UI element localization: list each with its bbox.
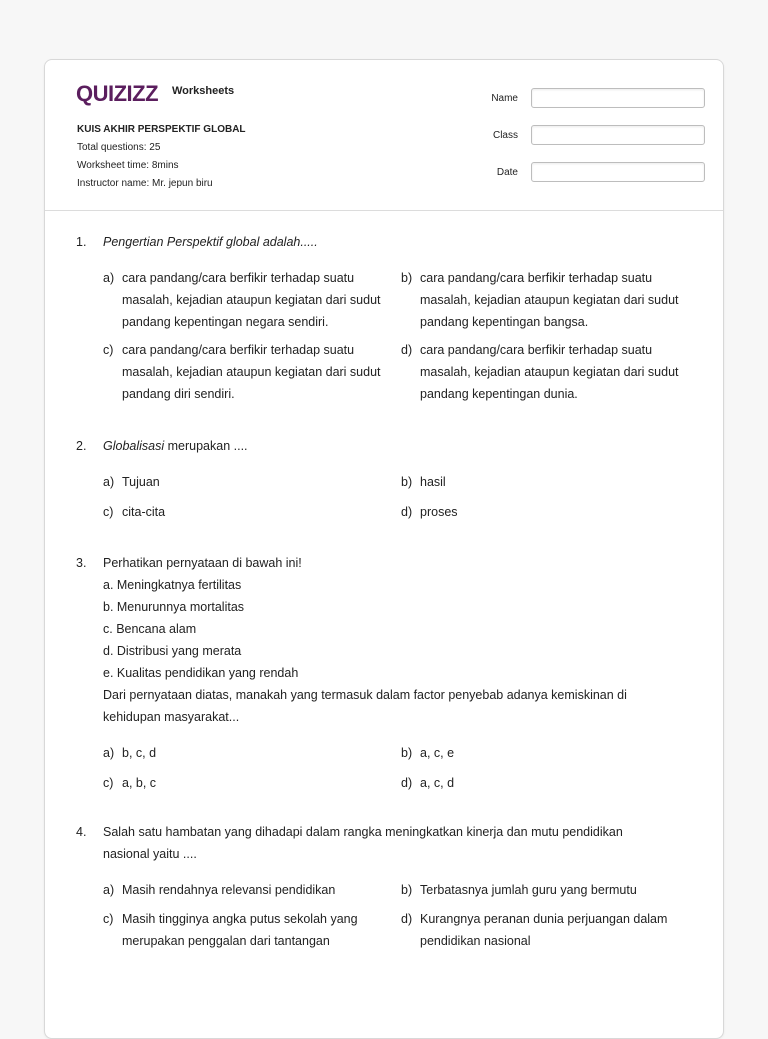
total-questions: Total questions: 25 [77, 142, 161, 153]
option-text: proses [420, 505, 458, 519]
option-c[interactable]: c) a, b, c [103, 772, 388, 794]
date-label: Date [496, 166, 518, 178]
option-text: cara pandang/cara berfikir terhadap suatu masalah, kejadian ataupun kegiatan dari sudut pandang kepentingan negara sendiri. [122, 271, 381, 329]
instructor-name: Instructor name: Mr. jepun biru [77, 178, 213, 189]
option-text: a, c, e [420, 746, 455, 760]
option-d[interactable]: d) proses [401, 501, 689, 523]
option-text: a, b, c [122, 776, 157, 790]
question-stem: Salah satu hambatan yang dihadapi dalam rangka meningkatkan kinerja dan mutu pendidikan nasional yaitu .... [103, 825, 623, 861]
option-a[interactable]: a) Tujuan [103, 471, 388, 493]
option-text: Tujuan [122, 475, 160, 489]
option-c[interactable]: c) cita-cita [103, 501, 388, 523]
question-2 [76, 435, 693, 519]
option-b[interactable]: b) cara pandang/cara berfikir terhadap suatu masalah, kejadian ataupun kegiatan dari sudut pandang kepentingan bangsa. [401, 267, 689, 333]
date-row [475, 161, 705, 183]
option-b[interactable]: b) Terbatasnya jumlah guru yang bermutu [401, 879, 689, 901]
worksheet-header [45, 60, 723, 211]
option-text: cita-cita [122, 505, 166, 519]
option-b[interactable]: b) a, c, e [401, 742, 689, 764]
option-text: cara pandang/cara berfikir terhadap suatu masalah, kejadian ataupun kegiatan dari sudut pandang kepentingan bangsa. [420, 271, 679, 329]
name-field[interactable] [531, 88, 705, 108]
name-label: Name [491, 92, 518, 104]
name-row [475, 87, 705, 109]
option-d[interactable]: d) cara pandang/cara berfikir terhadap suatu masalah, kejadian ataupun kegiatan dari sudut pandang kepentingan dunia. [401, 339, 689, 405]
class-label: Class [492, 129, 518, 141]
option-text: Terbatasnya jumlah guru yang bermutu [420, 883, 637, 897]
option-text: a, c, d [420, 776, 455, 790]
svg-text:QUIZIZZ: QUIZIZZ [76, 81, 159, 106]
date-field[interactable] [531, 162, 705, 182]
student-fields [475, 87, 705, 198]
class-field[interactable] [531, 125, 705, 145]
question-4 [76, 821, 693, 948]
question-stem: Globalisasi merupakan .... [103, 439, 248, 453]
question-stem: Pengertian Perspektif global adalah..... [103, 235, 318, 249]
option-d[interactable]: d) Kurangnya peranan dunia perjuangan dalam pendidikan nasional [401, 908, 689, 952]
option-text: cara pandang/cara berfikir terhadap suatu masalah, kejadian ataupun kegiatan dari sudut pandang diri sendiri. [122, 343, 381, 401]
quiz-title: KUIS AKHIR PERSPEKTIF GLOBAL [77, 124, 246, 135]
option-a[interactable]: a) Masih rendahnya relevansi pendidikan [103, 879, 388, 901]
question-number: 2. [76, 439, 87, 453]
class-row [475, 124, 705, 146]
worksheet-page [44, 59, 724, 1039]
brand-logo [76, 80, 234, 106]
brand-tagline: Worksheets [172, 85, 235, 97]
question-number: 4. [76, 825, 87, 839]
worksheet-time: Worksheet time: 8mins [77, 160, 179, 171]
option-c[interactable]: c) Masih tingginya angka putus sekolah yang merupakan penggalan dari tantangan [103, 908, 388, 952]
option-text: hasil [420, 475, 446, 489]
option-d[interactable]: d) a, c, d [401, 772, 689, 794]
question-3 [76, 552, 693, 790]
option-text: cara pandang/cara berfikir terhadap suatu masalah, kejadian ataupun kegiatan dari sudut pandang kepentingan dunia. [420, 343, 679, 401]
option-text: b, c, d [122, 746, 157, 760]
option-c[interactable]: c) cara pandang/cara berfikir terhadap suatu masalah, kejadian ataupun kegiatan dari sudut pandang diri sendiri. [103, 339, 388, 405]
question-stem: Perhatikan pernyataan di bawah ini! a. Meningkatnya fertilitas b. Menurunnya mortalitas c. Bencana alam d. Distribusi yang merata e. Kualitas pendidikan yang rendah Dari pernyataan diatas, manakah yang termasuk dalam factor penyebab adanya kemiskinan di kehidupan masyarakat... [103, 556, 627, 724]
option-text: Masih rendahnya relevansi pendidikan [122, 883, 336, 897]
question-number: 1. [76, 235, 87, 249]
option-b[interactable]: b) hasil [401, 471, 689, 493]
quizizz-logo-icon [76, 80, 166, 106]
question-number: 3. [76, 556, 87, 570]
quiz-meta [77, 121, 246, 193]
option-text: Kurangnya peranan dunia perjuangan dalam pendidikan nasional [420, 912, 668, 948]
option-a[interactable]: a) cara pandang/cara berfikir terhadap suatu masalah, kejadian ataupun kegiatan dari sudut pandang kepentingan negara sendiri. [103, 267, 388, 333]
option-a[interactable]: a) b, c, d [103, 742, 388, 764]
question-1 [76, 231, 693, 401]
option-text: Masih tingginya angka putus sekolah yang merupakan penggalan dari tantangan [122, 912, 358, 948]
